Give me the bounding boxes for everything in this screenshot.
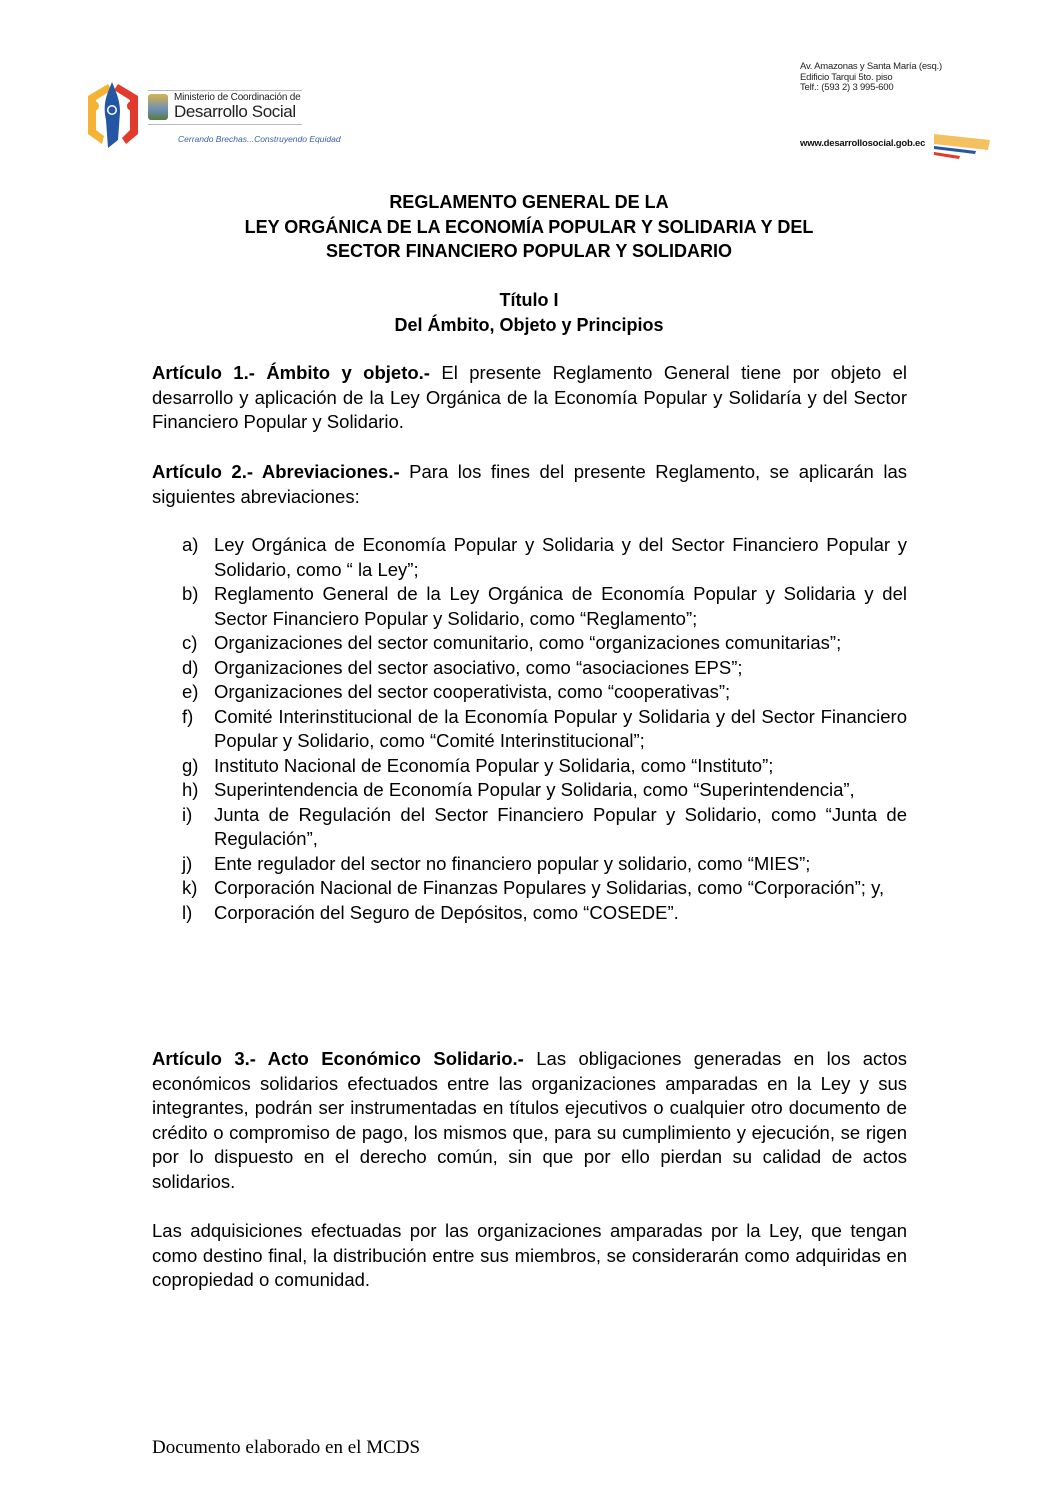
list-marker: l): [182, 901, 193, 923]
list-marker: j): [182, 852, 193, 874]
list-marker: d): [182, 656, 199, 678]
article-2: [152, 460, 907, 509]
list-marker: g): [182, 754, 199, 776]
list-item-text: Organizaciones del sector comunitario, como “organizaciones comunitarias”;: [214, 632, 842, 653]
title-line3: SECTOR FINANCIERO POPULAR Y SOLIDARIO: [325, 241, 733, 261]
list-marker: b): [182, 583, 199, 604]
address-line2: Edificio Tarqui 5to. piso: [800, 71, 893, 83]
page-footer: Documento elaborado en el MCDS: [152, 1437, 421, 1458]
list-marker: k): [182, 877, 198, 898]
list-item-text: Ente regulador del sector no financiero popular y solidario, como “MIES”;: [214, 852, 811, 874]
title-line1: REGLAMENTO GENERAL DE LA: [389, 192, 669, 212]
list-item-text: Corporación del Seguro de Depósitos, como “COSEDE”.: [214, 901, 679, 923]
list-item: [182, 656, 907, 681]
article-text: El presente Reglamento General tiene por objeto el desarrollo y aplicación de la Ley Orgánica de la Economía Popular y Solidaría y del Sector Financiero Popular y Solidario.: [152, 362, 907, 432]
list-item: [182, 754, 907, 779]
list-item: [182, 533, 907, 582]
article-heading: Artículo 1.- Ámbito y objeto.-: [152, 362, 430, 383]
address-line1: Av. Amazonas y Santa María (esq.): [800, 61, 942, 72]
list-item-text: Reglamento General de la Ley Orgánica de Economía Popular y Solidaria y del Sector Financiero Popular y Solidario, como “Reglamento”;: [214, 583, 907, 629]
article-3: [152, 1047, 907, 1194]
article-text: Para los fines del presente Reglamento, se aplicarán las siguientes abreviaciones:: [152, 461, 907, 507]
list-item-text: Comité Interinstitucional de la Economía Popular y Solidaria y del Sector Financiero Popular y Solidario, como “Comité Interinstitucional”;: [214, 705, 907, 751]
list-item: [182, 705, 907, 754]
list-item: [182, 803, 907, 852]
article-heading: Artículo 3.- Acto Económico Solidario.-: [152, 1048, 524, 1069]
article-3-paragraph-2: Las adquisiciones efectuadas por las organizaciones amparadas por la Ley, que tengan como destino final, la distribución entre sus miembros, se considerarán como adquiridas en copropiedad o comunidad.: [152, 1220, 907, 1290]
titulo-label: Título I: [499, 290, 559, 310]
address-phone: Telf.: (593 2) 3 995-600: [800, 82, 894, 93]
abbreviations-list: [182, 533, 907, 925]
list-marker: e): [182, 681, 199, 702]
list-item-text: Junta de Regulación del Sector Financiero Popular y Solidario, como “Junta de Regulación”,: [214, 803, 907, 849]
list-item-text: Ley Orgánica de Economía Popular y Solidaria y del Sector Financiero Popular y Solidario, como “ la Ley”;: [214, 534, 907, 580]
list-item-text: Organizaciones del sector cooperativista, como “cooperativas”;: [214, 681, 731, 702]
ministry-line1: Ministerio de Coordinación de: [174, 92, 301, 103]
list-item: [182, 582, 907, 631]
article-1: [152, 361, 907, 435]
title-line2: LEY ORGÁNICA DE LA ECONOMÍA POPULAR Y SOLIDARIA Y DEL: [244, 216, 814, 237]
list-item: [182, 680, 907, 705]
list-item: [182, 876, 907, 901]
list-marker: i): [182, 803, 193, 825]
list-item-text: Organizaciones del sector asociativo, como “asociaciones EPS”;: [214, 656, 743, 678]
list-marker: h): [182, 779, 199, 800]
list-item-text: Superintendencia de Economía Popular y Solidaria, como “Superintendencia”,: [214, 779, 855, 800]
list-marker: c): [182, 632, 198, 653]
divider: [148, 90, 302, 91]
list-item-text: Corporación Nacional de Finanzas Populares y Solidarias, como “Corporación”; y,: [214, 877, 885, 898]
list-item: [182, 631, 907, 656]
website-link[interactable]: www.desarrollosocial.gob.ec: [800, 138, 926, 149]
ministry-line2: Desarrollo Social: [174, 102, 296, 121]
coat-of-arms-icon: [148, 94, 168, 120]
article-heading: Artículo 2.- Abreviaciones.-: [152, 461, 400, 482]
list-item: [182, 778, 907, 803]
document-title: [0, 190, 1058, 264]
flag-stripes-icon: [932, 130, 992, 162]
list-marker: a): [182, 534, 199, 555]
address-block: [800, 62, 942, 94]
people-hexagon-logo-icon: [82, 78, 144, 150]
list-item: [182, 901, 907, 926]
logo-tagline: Cerrando Brechas...Construyendo Equidad: [178, 134, 341, 144]
list-item: [182, 852, 907, 877]
divider: [148, 124, 302, 125]
article-text: Las obligaciones generadas en los actos económicos solidarios efectuados entre las organizaciones amparadas en la Ley y sus integrantes, podrán ser instrumentadas en títulos ejecutivos o cualquier otro documento de crédito o compromiso de pago, los mismos que, para su cumplimiento y ejecución, se rigen por lo dispuesto en el derecho común, sin que por ello pierdan su calidad de actos solidarios.: [152, 1048, 907, 1192]
ministry-logo: [82, 78, 342, 158]
section-heading: [0, 288, 1058, 337]
list-item-text: Instituto Nacional de Economía Popular y Solidaria, como “Instituto”;: [214, 754, 774, 776]
titulo-subtitle: Del Ámbito, Objeto y Principios: [394, 314, 664, 335]
list-marker: f): [182, 705, 194, 727]
